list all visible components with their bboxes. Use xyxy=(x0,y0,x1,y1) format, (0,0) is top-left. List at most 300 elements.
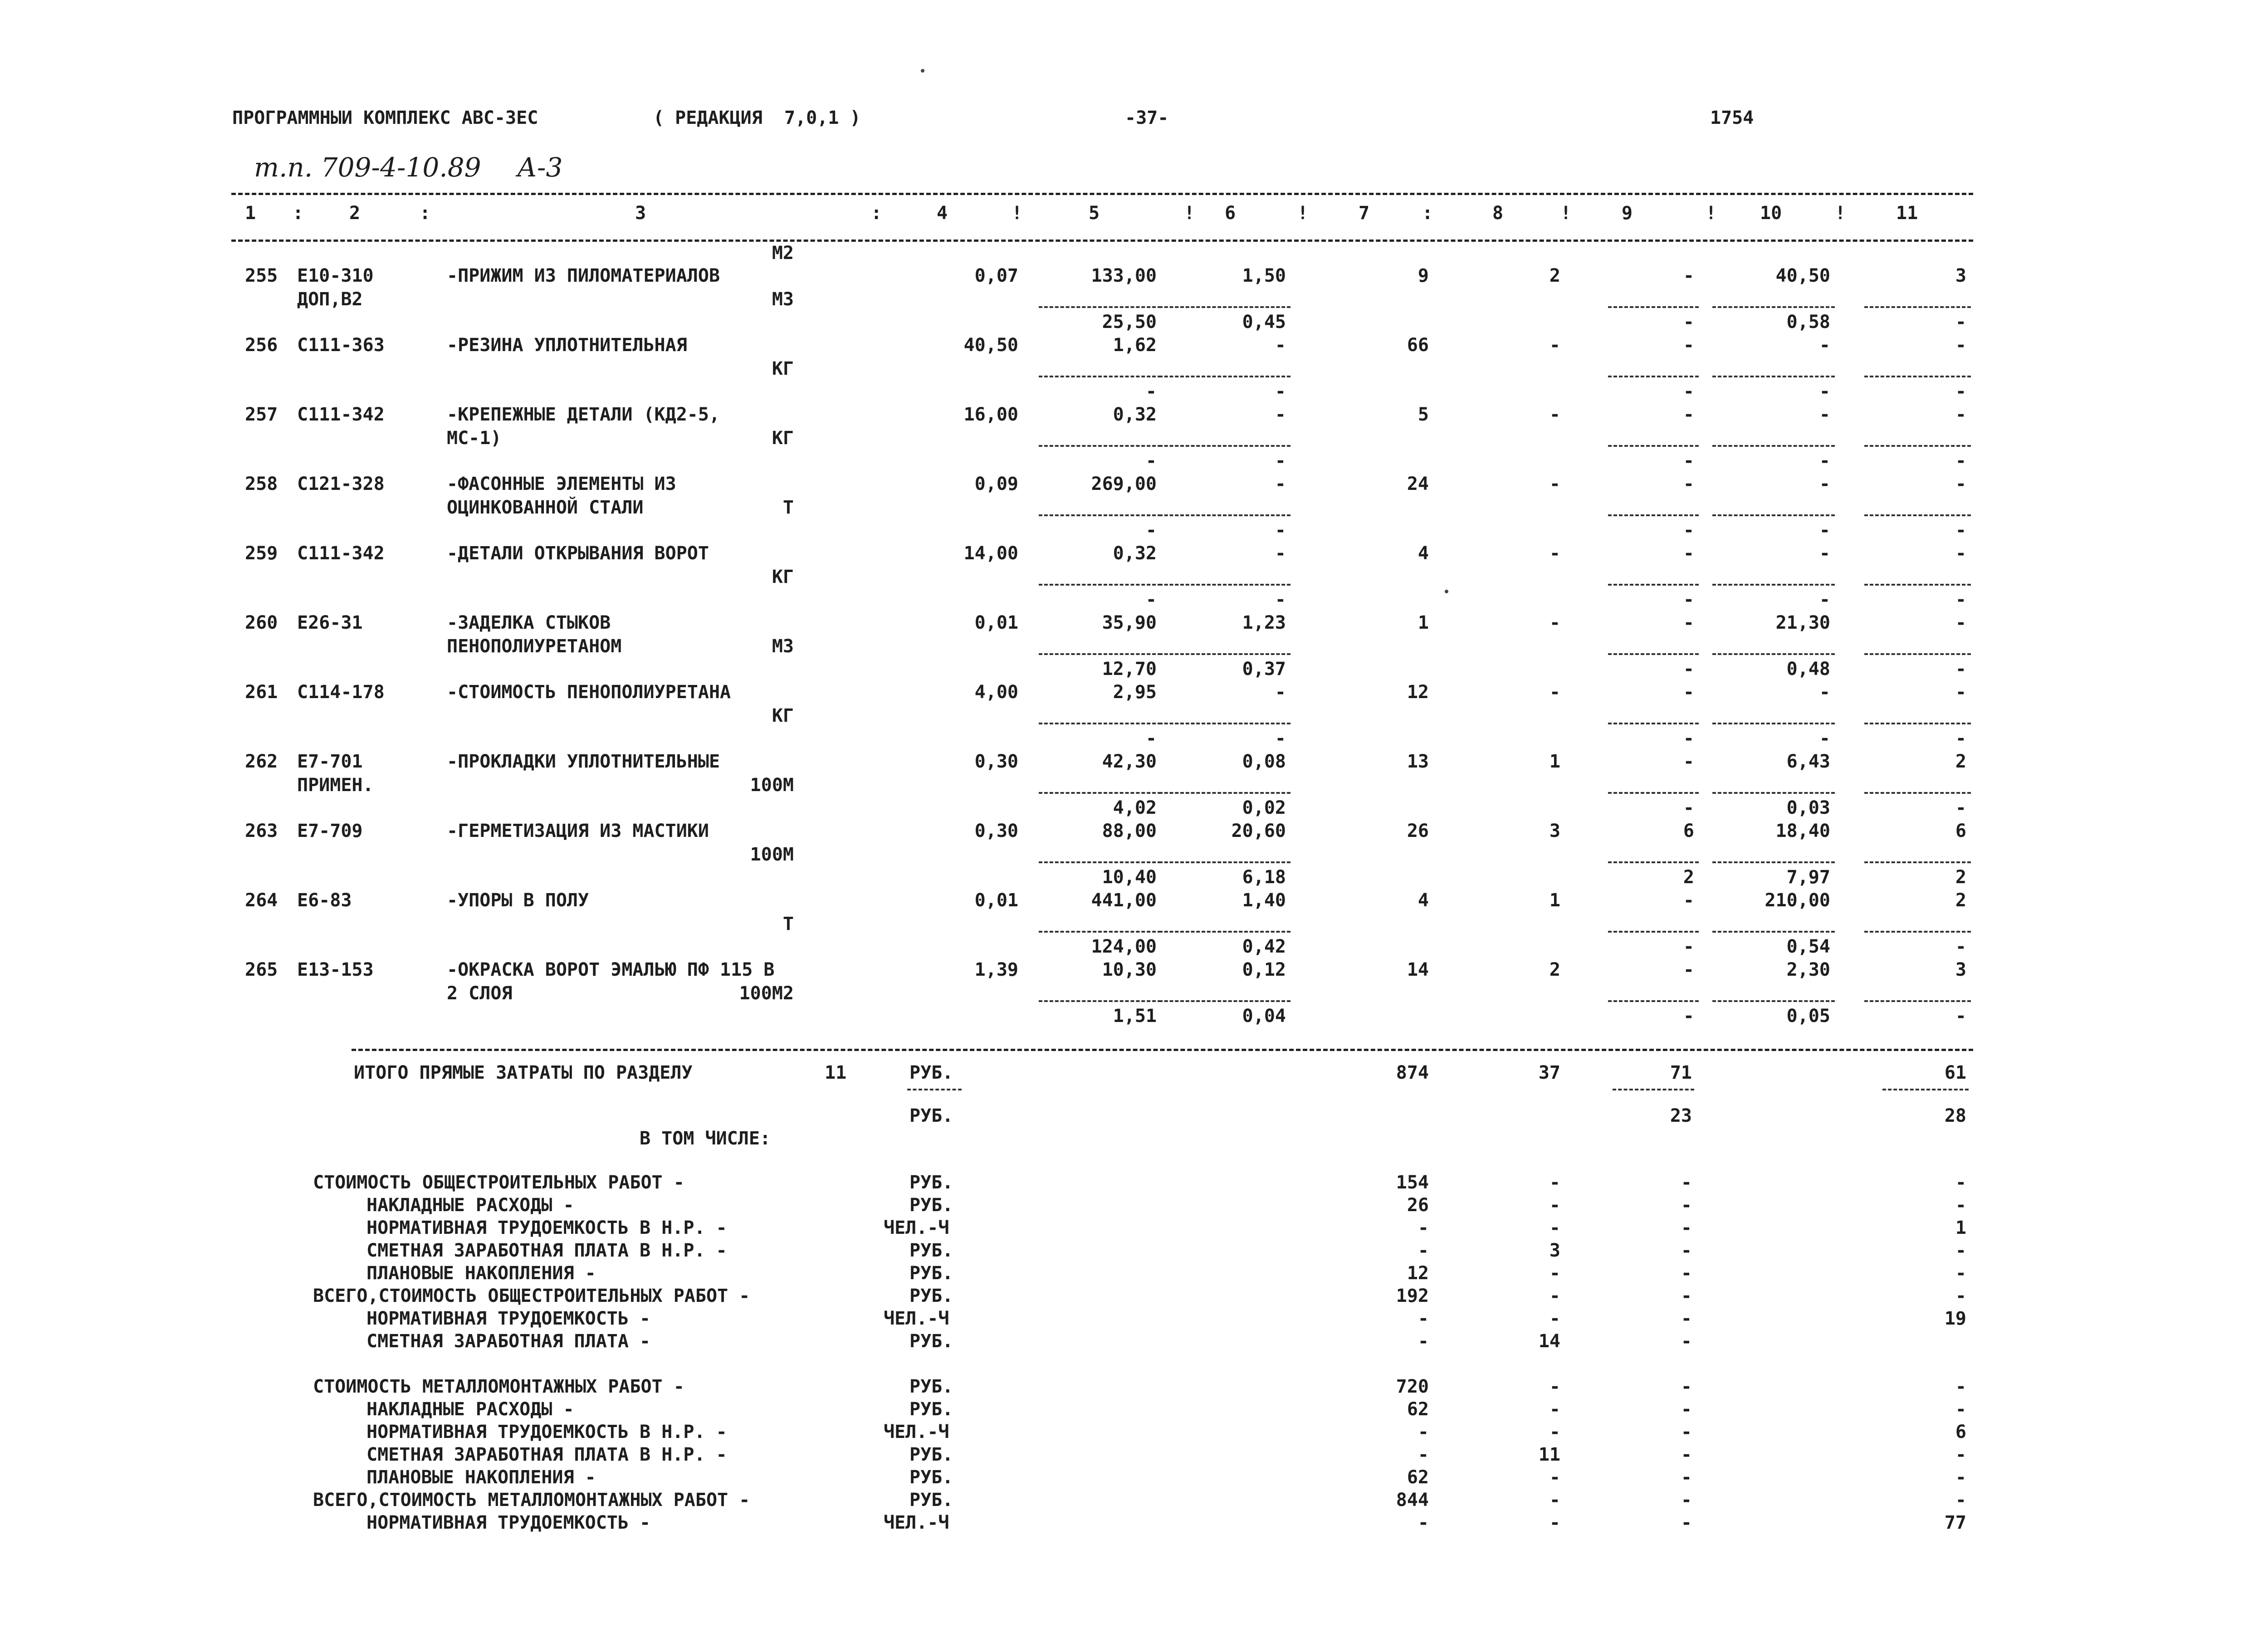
row-c6: 0,08 xyxy=(1242,751,1286,772)
summary-label: ПЛАНОВЫЕ НАКОПЛЕНИЯ - xyxy=(367,1467,596,1488)
summary-col8: 11 xyxy=(1538,1444,1560,1465)
summary-unit: ЧЕЛ.-Ч xyxy=(884,1422,949,1442)
column-header: ! xyxy=(1560,203,1572,224)
cell-rule xyxy=(1712,514,1835,516)
cell-rule xyxy=(1864,931,1971,933)
row-c6: 1,40 xyxy=(1242,890,1286,911)
summary-unit: РУБ. xyxy=(909,1286,953,1306)
row-name: МС-1) xyxy=(447,428,502,449)
row-sub-c5: 25,50 xyxy=(1102,312,1157,332)
summary-col8: - xyxy=(1549,1217,1560,1238)
cell-rule xyxy=(1039,723,1161,724)
row-c5: 42,30 xyxy=(1102,751,1157,772)
cell-rule xyxy=(1039,584,1161,586)
column-header: 8 xyxy=(1492,203,1504,224)
row-c7: 26 xyxy=(1407,821,1429,841)
totals-col7: 874 xyxy=(1396,1062,1429,1083)
program-title: ПРОГРАММНЫИ КОМПЛЕКС АВС-3ЕС xyxy=(232,108,538,128)
cell-rule xyxy=(1159,653,1290,655)
row-c11: - xyxy=(1955,404,1966,425)
row-sub-c10: - xyxy=(1819,728,1830,749)
row-sub-c6: - xyxy=(1275,728,1286,749)
row-c8: 2 xyxy=(1549,959,1560,980)
summary-col7: 26 xyxy=(1407,1195,1429,1216)
cell-rule xyxy=(1608,445,1699,447)
row-c10: - xyxy=(1819,335,1830,356)
row-c5: 269,00 xyxy=(1091,474,1157,494)
summary-label: НАКЛАДНЫЕ РАСХОДЫ - xyxy=(367,1399,574,1420)
column-header: ! xyxy=(1012,203,1023,224)
row-qty: 0,30 xyxy=(974,821,1018,841)
sheet-number: 1754 xyxy=(1710,108,1754,128)
row-c5: 133,00 xyxy=(1091,265,1157,286)
row-name: -ФАСОННЫЕ ЭЛЕМЕНТЫ ИЗ xyxy=(447,474,676,494)
row-name: -ОКРАСКА ВОРОТ ЭМАЛЬЮ ПФ 115 В xyxy=(447,959,775,980)
row-code: Е6-83 xyxy=(297,890,352,911)
cell-rule xyxy=(1608,376,1699,377)
including-label: В ТОМ ЧИСЛЕ: xyxy=(640,1128,771,1149)
row-sub-c5: 124,00 xyxy=(1091,936,1157,957)
cell-rule xyxy=(1159,792,1290,794)
row-c10: 6,43 xyxy=(1786,751,1830,772)
summary-label: СМЕТНАЯ ЗАРАБОТНАЯ ПЛАТА В Н.Р. - xyxy=(367,1240,727,1261)
summary-col7: - xyxy=(1418,1422,1429,1442)
summary-unit: ЧЕЛ.-Ч xyxy=(884,1217,949,1238)
row-number: 262 xyxy=(245,751,278,772)
summary-col9: - xyxy=(1681,1286,1692,1306)
row-name: -ПРОКЛАДКИ УПЛОТНИТЕЛЬНЫЕ xyxy=(447,751,720,772)
row-sub-c5: 12,70 xyxy=(1102,659,1157,680)
row-number: 256 xyxy=(245,335,278,356)
row-c9: - xyxy=(1683,265,1694,286)
row-c8: 2 xyxy=(1549,265,1560,286)
summary-col9: - xyxy=(1681,1308,1692,1329)
row-sub-c10: - xyxy=(1819,381,1830,402)
row-code: С111-363 xyxy=(297,335,385,356)
summary-label: НОРМАТИВНАЯ ТРУДОЕМКОСТЬ - xyxy=(367,1512,651,1533)
row-name: ОЦИНКОВАННОЙ СТАЛИ xyxy=(447,497,644,518)
summary-col11: 77 xyxy=(1944,1512,1966,1533)
row-c11: 3 xyxy=(1955,959,1966,980)
row-number: 264 xyxy=(245,890,278,911)
row-c11: 2 xyxy=(1955,890,1966,911)
row-sub-c10: 0,58 xyxy=(1786,312,1830,332)
row-qty: 0,30 xyxy=(974,751,1018,772)
row-sub-c5: - xyxy=(1145,589,1157,610)
row-c11: 3 xyxy=(1955,265,1966,286)
cell-rule xyxy=(1039,1000,1161,1002)
rule-totals xyxy=(352,1049,1973,1051)
totals-underline xyxy=(907,1089,962,1090)
summary-label: СМЕТНАЯ ЗАРАБОТНАЯ ПЛАТА - xyxy=(367,1331,651,1352)
row-sub-c6: 0,37 xyxy=(1242,659,1286,680)
summary-label: СТОИМОСТЬ МЕТАЛЛОМОНТАЖНЫХ РАБОТ - xyxy=(313,1376,684,1397)
summary-col8: - xyxy=(1549,1512,1560,1533)
cell-rule xyxy=(1712,861,1835,863)
cell-rule xyxy=(1608,1000,1699,1002)
row-c9: - xyxy=(1683,543,1694,564)
cell-rule xyxy=(1159,584,1290,586)
row-unit: 100М xyxy=(750,775,794,796)
summary-unit: РУБ. xyxy=(909,1240,953,1261)
row-unit: КГ xyxy=(772,705,794,726)
cell-rule xyxy=(1039,445,1161,447)
row-sub-c10: 7,97 xyxy=(1786,867,1830,888)
cell-rule xyxy=(1039,376,1161,377)
summary-col7: - xyxy=(1418,1308,1429,1329)
summary-col9: - xyxy=(1681,1263,1692,1284)
row-number: 259 xyxy=(245,543,278,564)
cell-rule xyxy=(1608,584,1699,586)
cell-rule xyxy=(1864,584,1971,586)
summary-unit: РУБ. xyxy=(909,1399,953,1420)
cell-rule xyxy=(1608,861,1699,863)
row-code: Е7-701 xyxy=(297,751,363,772)
summary-col7: 720 xyxy=(1396,1376,1429,1397)
summary-col8: - xyxy=(1549,1308,1560,1329)
summary-col9: - xyxy=(1681,1376,1692,1397)
column-header: 3 xyxy=(635,203,646,224)
summary-col8: - xyxy=(1549,1490,1560,1511)
row-c7: 66 xyxy=(1407,335,1429,356)
row-c9: - xyxy=(1683,682,1694,703)
row-c6: - xyxy=(1275,543,1286,564)
cell-rule xyxy=(1159,514,1290,516)
cell-rule xyxy=(1864,306,1971,308)
row-unit: 100М xyxy=(750,844,794,865)
row-qty: 1,39 xyxy=(974,959,1018,980)
row-c8: - xyxy=(1549,474,1560,494)
row-sub-c11: - xyxy=(1955,1006,1966,1027)
row-code: Е13-153 xyxy=(297,959,374,980)
row-unit: Т xyxy=(782,914,794,934)
row-c6: 1,50 xyxy=(1242,265,1286,286)
row-name: -УПОРЫ В ПОЛУ xyxy=(447,890,589,911)
row-c7: 14 xyxy=(1407,959,1429,980)
row-c10: - xyxy=(1819,682,1830,703)
cell-rule xyxy=(1864,376,1971,377)
summary-col8: - xyxy=(1549,1422,1560,1442)
cell-rule xyxy=(1712,931,1835,933)
row-c11: - xyxy=(1955,612,1966,633)
cell-rule xyxy=(1712,445,1835,447)
row-sub-c9: - xyxy=(1683,936,1694,957)
row-c5: 0,32 xyxy=(1113,543,1157,564)
summary-col7: 154 xyxy=(1396,1172,1429,1193)
row-sub-c10: - xyxy=(1819,520,1830,541)
cell-rule xyxy=(1039,931,1161,933)
summary-col11: 19 xyxy=(1944,1308,1966,1329)
row-name: -СТОИМОСТЬ ПЕНОПОЛИУРЕТАНА xyxy=(447,682,731,703)
summary-col7: 844 xyxy=(1396,1490,1429,1511)
row-sub-c11: - xyxy=(1955,728,1966,749)
summary-col8: - xyxy=(1549,1467,1560,1488)
cell-rule xyxy=(1712,792,1835,794)
row-code-note: ПРИМЕН. xyxy=(297,775,374,796)
row-c9: - xyxy=(1683,612,1694,633)
summary-col7: 62 xyxy=(1407,1399,1429,1420)
summary-col9: - xyxy=(1681,1172,1692,1193)
row-qty: 14,00 xyxy=(963,543,1018,564)
summary-col8: - xyxy=(1549,1376,1560,1397)
row-sub-c6: 0,02 xyxy=(1242,797,1286,818)
cell-rule xyxy=(1712,1000,1835,1002)
row-number: 265 xyxy=(245,959,278,980)
row-number: 257 xyxy=(245,404,278,425)
row-c10: - xyxy=(1819,404,1830,425)
summary-label: СТОИМОСТЬ ОБЩЕСТРОИТЕЛЬНЫХ РАБОТ - xyxy=(313,1172,684,1193)
handwritten-project-ref: т.п. 709-4-10.89 xyxy=(254,152,481,183)
row-code-note: ДОП,В2 xyxy=(297,289,363,310)
cell-rule xyxy=(1039,792,1161,794)
summary-col7: - xyxy=(1418,1331,1429,1352)
cell-rule xyxy=(1039,861,1161,863)
row-sub-c5: - xyxy=(1145,450,1157,471)
row-c10: - xyxy=(1819,474,1830,494)
summary-col8: 14 xyxy=(1538,1331,1560,1352)
row-sub-c9: - xyxy=(1683,1006,1694,1027)
row-unit: Т xyxy=(782,497,794,518)
row-c5: 441,00 xyxy=(1091,890,1157,911)
row-sub-c10: - xyxy=(1819,589,1830,610)
row-unit-top: М2 xyxy=(772,243,794,264)
row-c9: - xyxy=(1683,959,1694,980)
row-c11: - xyxy=(1955,682,1966,703)
summary-col7: 12 xyxy=(1407,1263,1429,1284)
totals-section: 11 xyxy=(825,1062,847,1083)
summary-col11: - xyxy=(1955,1240,1966,1261)
column-header: : xyxy=(1422,203,1433,224)
totals-unit-2: РУБ. xyxy=(909,1105,953,1126)
row-sub-c9: - xyxy=(1683,728,1694,749)
summary-col11: - xyxy=(1955,1399,1966,1420)
cell-rule xyxy=(1864,1000,1971,1002)
ink-speck xyxy=(921,69,924,73)
row-c6: 1,23 xyxy=(1242,612,1286,633)
column-header: 9 xyxy=(1622,203,1633,224)
row-sub-c5: 10,40 xyxy=(1102,867,1157,888)
row-name: -ГЕРМЕТИЗАЦИЯ ИЗ МАСТИКИ xyxy=(447,821,709,841)
summary-col7: - xyxy=(1418,1240,1429,1261)
cell-rule xyxy=(1039,306,1161,308)
cell-rule xyxy=(1712,653,1835,655)
row-c10: 18,40 xyxy=(1775,821,1830,841)
summary-col11: - xyxy=(1955,1263,1966,1284)
row-sub-c11: - xyxy=(1955,312,1966,332)
cell-rule xyxy=(1608,792,1699,794)
column-header: ! xyxy=(1184,203,1195,224)
summary-unit: РУБ. xyxy=(909,1172,953,1193)
row-unit: М3 xyxy=(772,636,794,657)
row-c10: 210,00 xyxy=(1765,890,1830,911)
row-sub-c6: 0,04 xyxy=(1242,1006,1286,1027)
row-c10: 40,50 xyxy=(1775,265,1830,286)
row-sub-c11: - xyxy=(1955,589,1966,610)
cell-rule xyxy=(1159,861,1290,863)
summary-col11: - xyxy=(1955,1195,1966,1216)
cell-rule xyxy=(1608,514,1699,516)
column-header: 2 xyxy=(349,203,361,224)
row-sub-c9: - xyxy=(1683,589,1694,610)
cell-rule xyxy=(1864,861,1971,863)
row-sub-c5: 4,02 xyxy=(1113,797,1157,818)
row-code: Е10-310 xyxy=(297,265,374,286)
summary-col7: 192 xyxy=(1396,1286,1429,1306)
row-sub-c6: 0,45 xyxy=(1242,312,1286,332)
summary-col9: - xyxy=(1681,1195,1692,1216)
summary-label: НАКЛАДНЫЕ РАСХОДЫ - xyxy=(367,1195,574,1216)
row-sub-c5: - xyxy=(1145,728,1157,749)
row-sub-c6: - xyxy=(1275,381,1286,402)
row-c6: 20,60 xyxy=(1231,821,1286,841)
summary-unit: ЧЕЛ.-Ч xyxy=(884,1308,949,1329)
row-qty: 16,00 xyxy=(963,404,1018,425)
row-sub-c6: - xyxy=(1275,589,1286,610)
row-c5: 2,95 xyxy=(1113,682,1157,703)
edition-label: ( РЕДАКЦИЯ 7,0,1 ) xyxy=(653,108,861,128)
row-c11: - xyxy=(1955,474,1966,494)
row-c8: - xyxy=(1549,404,1560,425)
row-c8: - xyxy=(1549,335,1560,356)
row-qty: 0,07 xyxy=(974,265,1018,286)
row-sub-c5: 1,51 xyxy=(1113,1006,1157,1027)
row-c10: 2,30 xyxy=(1786,959,1830,980)
cell-rule xyxy=(1712,376,1835,377)
row-name: -ЗАДЕЛКА СТЫКОВ xyxy=(447,612,611,633)
row-qty: 0,01 xyxy=(974,890,1018,911)
summary-col9: - xyxy=(1681,1240,1692,1261)
column-header: 7 xyxy=(1359,203,1370,224)
summary-col9: - xyxy=(1681,1422,1692,1442)
summary-col9: - xyxy=(1681,1512,1692,1533)
summary-unit: РУБ. xyxy=(909,1263,953,1284)
row-unit: М3 xyxy=(772,289,794,310)
row-c9: - xyxy=(1683,474,1694,494)
row-sub-c10: 0,54 xyxy=(1786,936,1830,957)
summary-label: НОРМАТИВНАЯ ТРУДОЕМКОСТЬ В Н.Р. - xyxy=(367,1217,727,1238)
column-header: ! xyxy=(1706,203,1717,224)
row-c11: 2 xyxy=(1955,751,1966,772)
summary-col9: - xyxy=(1681,1217,1692,1238)
row-name: ПЕНОПОЛИУРЕТАНОМ xyxy=(447,636,622,657)
row-c7: 24 xyxy=(1407,474,1429,494)
page-number: -37- xyxy=(1125,108,1169,128)
row-c9: - xyxy=(1683,890,1694,911)
column-header: 11 xyxy=(1896,203,1918,224)
summary-label: НОРМАТИВНАЯ ТРУДОЕМКОСТЬ В Н.Р. - xyxy=(367,1422,727,1442)
row-sub-c11: - xyxy=(1955,797,1966,818)
summary-col11: - xyxy=(1955,1286,1966,1306)
summary-col9: - xyxy=(1681,1490,1692,1511)
cell-rule xyxy=(1159,306,1290,308)
summary-col7: - xyxy=(1418,1217,1429,1238)
cell-rule xyxy=(1608,931,1699,933)
summary-col8: - xyxy=(1549,1286,1560,1306)
row-sub-c6: 6,18 xyxy=(1242,867,1286,888)
summary-col7: - xyxy=(1418,1444,1429,1465)
row-c8: 3 xyxy=(1549,821,1560,841)
summary-label: ПЛАНОВЫЕ НАКОПЛЕНИЯ - xyxy=(367,1263,596,1284)
row-unit: КГ xyxy=(772,358,794,379)
row-sub-c11: - xyxy=(1955,936,1966,957)
row-sub-c11: - xyxy=(1955,520,1966,541)
summary-col9: - xyxy=(1681,1467,1692,1488)
summary-col9: - xyxy=(1681,1444,1692,1465)
row-number: 263 xyxy=(245,821,278,841)
row-c7: 12 xyxy=(1407,682,1429,703)
column-header: 5 xyxy=(1089,203,1100,224)
column-header: 1 xyxy=(245,203,256,224)
row-sub-c10: 0,48 xyxy=(1786,659,1830,680)
column-header: 6 xyxy=(1225,203,1236,224)
row-c10: - xyxy=(1819,543,1830,564)
summary-col11: - xyxy=(1955,1444,1966,1465)
row-c6: - xyxy=(1275,682,1286,703)
totals-col11-2: 28 xyxy=(1944,1105,1966,1126)
summary-col9: - xyxy=(1681,1331,1692,1352)
row-sub-c5: - xyxy=(1145,381,1157,402)
row-qty: 4,00 xyxy=(974,682,1018,703)
summary-col11: - xyxy=(1955,1490,1966,1511)
row-sub-c9: - xyxy=(1683,797,1694,818)
row-c5: 0,32 xyxy=(1113,404,1157,425)
row-sub-c10: - xyxy=(1819,450,1830,471)
row-qty: 40,50 xyxy=(963,335,1018,356)
row-code: С121-328 xyxy=(297,474,385,494)
row-c6: 0,12 xyxy=(1242,959,1286,980)
row-sub-c11: - xyxy=(1955,381,1966,402)
totals-unit: РУБ. xyxy=(909,1062,953,1083)
row-unit: 100М2 xyxy=(739,983,794,1004)
row-c8: - xyxy=(1549,682,1560,703)
row-c7: 9 xyxy=(1418,265,1429,286)
cell-rule xyxy=(1159,445,1290,447)
row-code: С114-178 xyxy=(297,682,385,703)
summary-col11: - xyxy=(1955,1172,1966,1193)
summary-col11: 6 xyxy=(1955,1422,1966,1442)
row-c5: 35,90 xyxy=(1102,612,1157,633)
row-code: С111-342 xyxy=(297,543,385,564)
row-c5: 1,62 xyxy=(1113,335,1157,356)
row-sub-c10: 0,05 xyxy=(1786,1006,1830,1027)
column-header: 4 xyxy=(937,203,948,224)
row-name: -ДЕТАЛИ ОТКРЫВАНИЯ ВОРОТ xyxy=(447,543,709,564)
cell-rule xyxy=(1608,723,1699,724)
row-c11: 6 xyxy=(1955,821,1966,841)
row-qty: 0,01 xyxy=(974,612,1018,633)
row-sub-c9: - xyxy=(1683,381,1694,402)
row-number: 258 xyxy=(245,474,278,494)
summary-unit: РУБ. xyxy=(909,1467,953,1488)
row-sub-c9: - xyxy=(1683,450,1694,471)
summary-unit: РУБ. xyxy=(909,1376,953,1397)
row-c7: 5 xyxy=(1418,404,1429,425)
cell-rule xyxy=(1712,723,1835,724)
summary-label: ВСЕГО,СТОИМОСТЬ ОБЩЕСТРОИТЕЛЬНЫХ РАБОТ - xyxy=(313,1286,750,1306)
cell-rule xyxy=(1864,445,1971,447)
summary-label: ВСЕГО,СТОИМОСТЬ МЕТАЛЛОМОНТАЖНЫХ РАБОТ - xyxy=(313,1490,750,1511)
column-header: ! xyxy=(1297,203,1309,224)
cell-rule xyxy=(1864,792,1971,794)
row-c6: - xyxy=(1275,474,1286,494)
totals-underline xyxy=(1613,1089,1694,1090)
summary-label: СМЕТНАЯ ЗАРАБОТНАЯ ПЛАТА В Н.Р. - xyxy=(367,1444,727,1465)
row-sub-c9: 2 xyxy=(1683,867,1694,888)
row-c8: - xyxy=(1549,612,1560,633)
summary-col9: - xyxy=(1681,1399,1692,1420)
summary-col7: 62 xyxy=(1407,1467,1429,1488)
column-header: ! xyxy=(1835,203,1846,224)
